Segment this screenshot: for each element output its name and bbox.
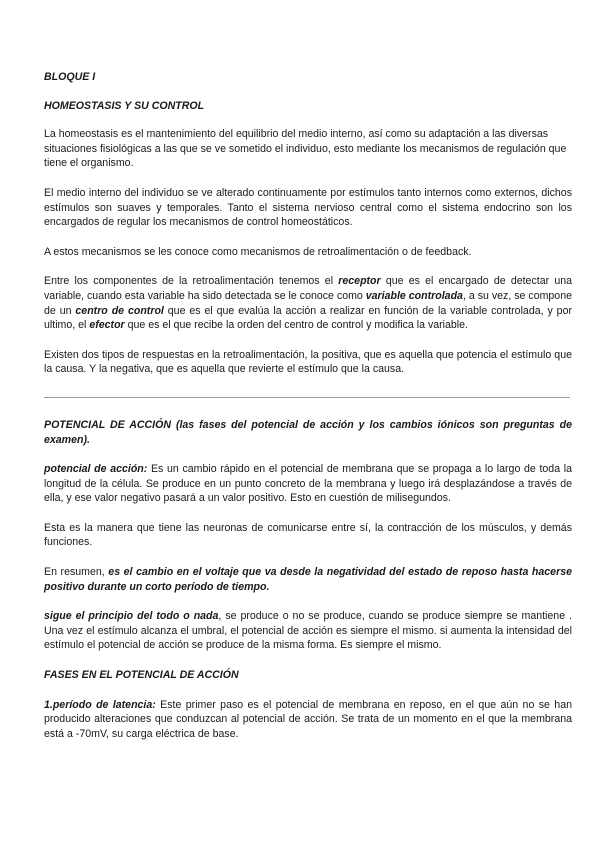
term-effector: efector <box>89 319 125 332</box>
paragraph-action-potential-definition: potencial de acción: Es un cambio rápido en el potencial de membrana que se propaga a lo largo de toda la longitud de la célula. Se produce en un punto concreto de la membrana y luego irá desplazándose a través de ella, y ese valor negativo pasará a un valor positivo. Esto en cuestión de milisegundos. <box>44 463 572 505</box>
section-divider <box>44 397 570 398</box>
paragraph-summary: En resumen, es el cambio en el voltaje que va desde la negatividad del estado de reposo hasta hacerse positivo durante un corto período de tiempo. <box>44 566 572 593</box>
summary-emphasis: es el cambio en el voltaje que va desde la negatividad del estado de reposo hasta hacerse positivo durante un corto período de tiempo. <box>44 566 572 593</box>
term-action-potential: potencial de acción: <box>44 463 148 476</box>
term-controlled-variable: variable controlada <box>365 289 463 302</box>
document-page <box>44 70 572 741</box>
term-all-or-nothing: sigue el principio del todo o nada <box>44 610 219 623</box>
term-receptor: receptor <box>338 275 381 288</box>
section-title-phases: FASES EN EL POTENCIAL DE ACCIÓN <box>44 669 239 682</box>
paragraph-neuron-communication: Esta es la manera que tiene las neuronas de comunicarse entre sí, la contracción de los músculos, y demás funciones. <box>44 521 572 549</box>
term-control-center: centro de control <box>75 304 164 317</box>
paragraph-all-or-nothing: sigue el principio del todo o nada, se produce o no se produce, cuando se produce siempre se mantiene . Una vez el estímulo alcanza el umbral, el potencial de acción es siempre el mismo. si aumenta la intensidad del estímulo el potencial de acción se produce de la misma forma. Es siempre el mismo. <box>44 610 572 652</box>
section-title-action-potential: POTENCIAL DE ACCIÓN (las fases del potencial de acción y los cambios iónicos son preguntas de examen). <box>44 418 572 446</box>
paragraph-response-types: Existen dos tipos de respuestas en la retroalimentación, la positiva, que es aquella que potencia el estímulo que la causa. Y la negativa, que es aquella que revierte el estímulo que la causa. <box>44 348 572 376</box>
term-latency-period: 1.período de latencia: <box>44 698 156 711</box>
section-title-homeostasis: HOMEOSTASIS Y SU CONTROL <box>44 99 205 112</box>
paragraph-homeostasis-definition: La homeostasis es el mantenimiento del equilibrio del medio interno, así como su adaptación a las diversas situaciones fisiológicas a las que se ve sometido el individuo, esto mediante los mecanismos de regulación que tiene el organismo. <box>44 128 567 170</box>
paragraph-feedback: A estos mecanismos se les conoce como mecanismos de retroalimentación o de feedback. <box>44 245 472 258</box>
paragraph-internal-environment: El medio interno del individuo se ve alterado continuamente por estímulos tanto internos como externos, dichos estímulos son suaves y temporales. Tanto el sistema nervioso central como el sistema endocrino son los encargados de regular los mecanismos de control homeostáticos. <box>44 186 572 229</box>
paragraph-feedback-components: Entre los componentes de la retroalimentación tenemos el receptor que es el encargado de detectar una variable, cuando esta variable ha sido detectada se le conoce como variable controlada, a su vez, se compone de un centro de control que es el que evalúa la acción a realizar en función de la variable controlada, y por ultimo, el efector que es el que recibe la orden del centro de control y modifica la variable. <box>44 275 572 332</box>
block-title: BLOQUE I <box>44 71 96 83</box>
paragraph-latency-phase: 1.período de latencia: Este primer paso es el potencial de membrana en reposo, en el que aún no se han producido alteraciones que conduzcan al potencial de acción. Se trata de un momento en el que la membrana está a -70mV, su carga eléctrica de base. <box>44 698 572 740</box>
